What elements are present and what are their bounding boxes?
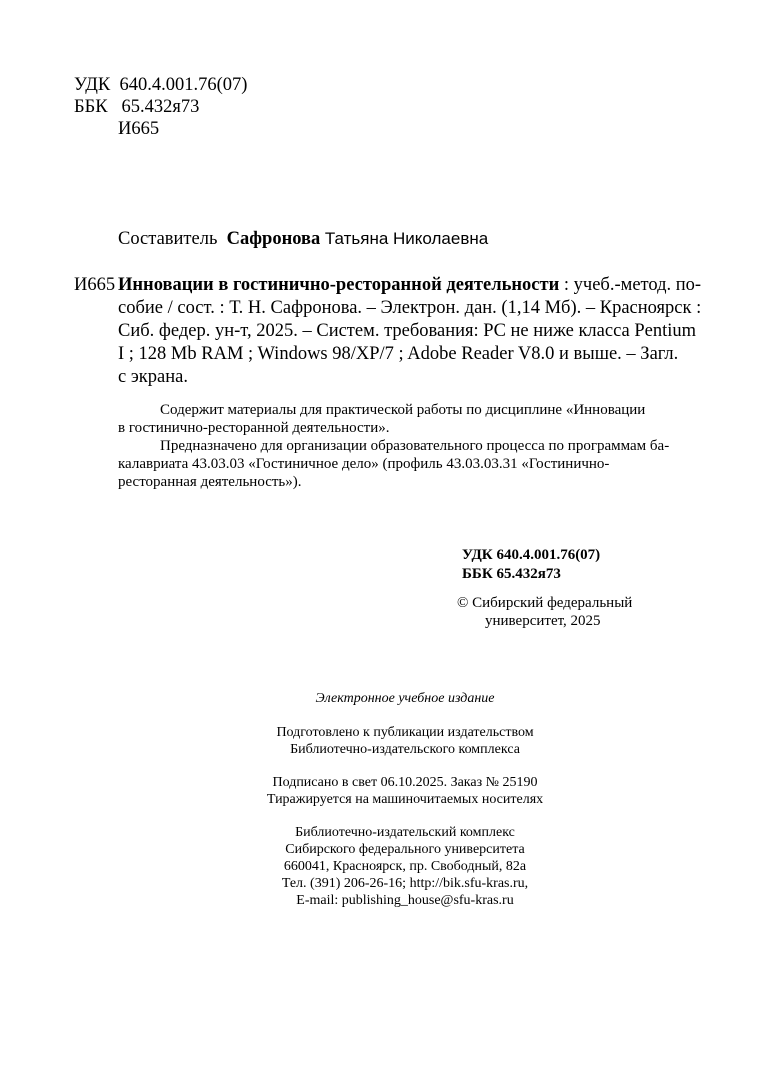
udk-value: 640.4.001.76(07) <box>119 75 248 95</box>
signed-line: Подписано в свет 06.10.2025. Заказ № 25190 <box>272 775 538 790</box>
copyright-line-1: © Сибирский федеральный <box>457 595 633 611</box>
publisher-line-2: Сибирского федерального университета <box>285 842 525 857</box>
address-line: 660041, Красноярск, пр. Свободный, 82а <box>283 859 527 874</box>
publisher-line-1: Библиотечно-издательский комплекс <box>295 825 515 840</box>
catalog-line-1 <box>118 274 702 296</box>
author-sign: И665 <box>118 119 160 139</box>
replicated-line: Тиражируется на машиночитаемых носителях <box>266 792 544 807</box>
bbk-label: ББК <box>74 97 108 117</box>
catalog-line-3: Сиб. федер. ун-т, 2025. – Систем. требования: PC не ниже класса Pentium <box>118 321 697 341</box>
catalog-title: Инновации в гостинично-ресторанной деятельности <box>118 275 560 295</box>
compiler-label: Составитель <box>118 229 218 249</box>
right-bbk: ББК 65.432я73 <box>462 566 561 582</box>
compiler-line <box>118 228 488 250</box>
annotation-p2-line3: ресторанная деятельность»). <box>118 474 302 490</box>
udk-line <box>74 74 247 96</box>
edition-type: Электронное учебное издание <box>315 691 495 706</box>
annotation-p2-line1: Предназначено для организации образовательного процесса по программам ба- <box>160 438 670 454</box>
annotation-p2-line2: калавриата 43.03.03 «Гостиничное дело» (профиль 43.03.03.31 «Гостинично- <box>118 456 610 472</box>
compiler-surname: Сафронова <box>226 229 321 249</box>
udk-label: УДК <box>74 75 111 95</box>
catalog-line-5: с экрана. <box>118 367 188 387</box>
copyright-line-2: университет, 2025 <box>485 613 601 629</box>
bbk-line <box>74 96 199 118</box>
compiler-name: Татьяна Николаевна <box>324 229 489 248</box>
prepared-line-1: Подготовлено к публикации издательством <box>276 725 534 740</box>
email-line: E-mail: publishing_house@sfu-kras.ru <box>296 893 514 908</box>
catalog-line-2: собие / сост. : Т. Н. Сафронова. – Электрон. дан. (1,14 Мб). – Красноярск : <box>118 298 702 318</box>
catalog-line-1-rest: : учеб.-метод. по- <box>563 275 702 295</box>
catalog-sign: И665 <box>74 275 116 295</box>
right-udk: УДК 640.4.001.76(07) <box>462 547 601 563</box>
catalog-line-4: I ; 128 Mb RAM ; Windows 98/XP/7 ; Adobe Reader V8.0 и выше. – Загл. <box>118 344 679 364</box>
prepared-line-2: Библиотечно-издательского комплекса <box>290 742 520 757</box>
annotation-p1-line1: Содержит материалы для практической работы по дисциплине «Инновации <box>160 402 646 418</box>
bbk-value: 65.432я73 <box>121 97 200 117</box>
annotation-p1-line2: в гостинично-ресторанной деятельности». <box>118 420 390 436</box>
contacts-line: Тел. (391) 206-26-16; http://bik.sfu-kras.ru, <box>281 876 529 891</box>
